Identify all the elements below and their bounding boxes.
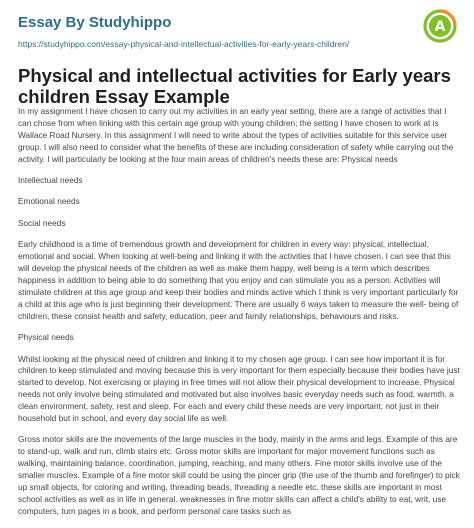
paragraph: In my assignment I have chosen to carry out my activities in an early year setting, there are a range of activities that I can chose from when linking with this certain age group with young children; the setting I have chosen to work at is Wallace Road Nursery. In this assignment I will need to write about the types of activities suitable for this service user group. I will also need to consider what the benefits of these are including consideration of safety while carrying out the activity. I will particularly be looking at the four main areas of children's needs these are: Physical needs <box>18 106 454 164</box>
essay-body <box>18 106 460 527</box>
paragraph: Social needs <box>18 217 66 228</box>
paragraph: Physical needs <box>18 332 74 343</box>
paragraph: Intellectual needs <box>18 175 83 186</box>
paragraph: Emotional needs <box>18 196 80 207</box>
studyhippo-logo-icon[interactable] <box>423 9 457 43</box>
essay-title: Physical and intellectual activities for Early years children Essay Example <box>18 65 451 107</box>
site-brand[interactable]: Essay By Studyhippo <box>18 14 172 31</box>
paragraph: Early childhood is a time of tremendous growth and development for children in every way: physical, intellectual, emotional and social. When looking at well-being and linking it with the activities that I have chosen, I can see that this will develop the physical needs of the children as well as make them happy, well being is a term which describes happiness in addition to being able to do something that you enjoy and can stimulate you as a person. Activities will stimulate children at this age group and keep their bodies and minds active which I think is very important particularly for a child at this age who is just beginning their development. There are usually 6 ways taken to measure the well- being of children, these consist health and safety, education, peer and family relationships, behaviours and risks. <box>18 239 459 321</box>
logo-letter: A <box>434 19 446 35</box>
page-url[interactable]: https://studyhippo.com/essay-physical-and-intellectual-activities-for-early-years-children/ <box>18 39 350 49</box>
paragraph: Gross motor skills are the movements of the large muscles in the body, mainly in the arms and legs. Example of this are to stand-up, walk and run, climb stairs etc. Gross motor skills are important for major movement functions such as walking, maintaining balance, coordination, jumping, reaching, and many others. Fine motor skills involve use of the smaller muscles. Example of a fine motor skill could be using the pincer grip (the use of the thumb and forefinger) to pick up small objects, for coloring and writing, threading beads, threading a needle etc. these skills are important in most school activities as well as in life in general. weaknesses in fine motor skills can affect a child's ability to eat, writ, use computers, turn pages in a book, and perform personal care tasks such as <box>18 434 460 516</box>
site-header <box>0 0 474 58</box>
paragraph: Whilst looking at the physical need of children and linking it to my chosen age group. I can see how important it is for children to keep stimulated and moving because this is very important for them especially because their bodies have just started to develop. Not exercising or playing in free times will not allow their physical development to increase. Physical needs not only involve being stimulated and motivated but also involves basic everyday needs such as food, warmth, a clean environment, safety, rest and sleep. For each and every child these needs are very important, not just in their household but in school, and every day social life as well. <box>18 353 460 424</box>
